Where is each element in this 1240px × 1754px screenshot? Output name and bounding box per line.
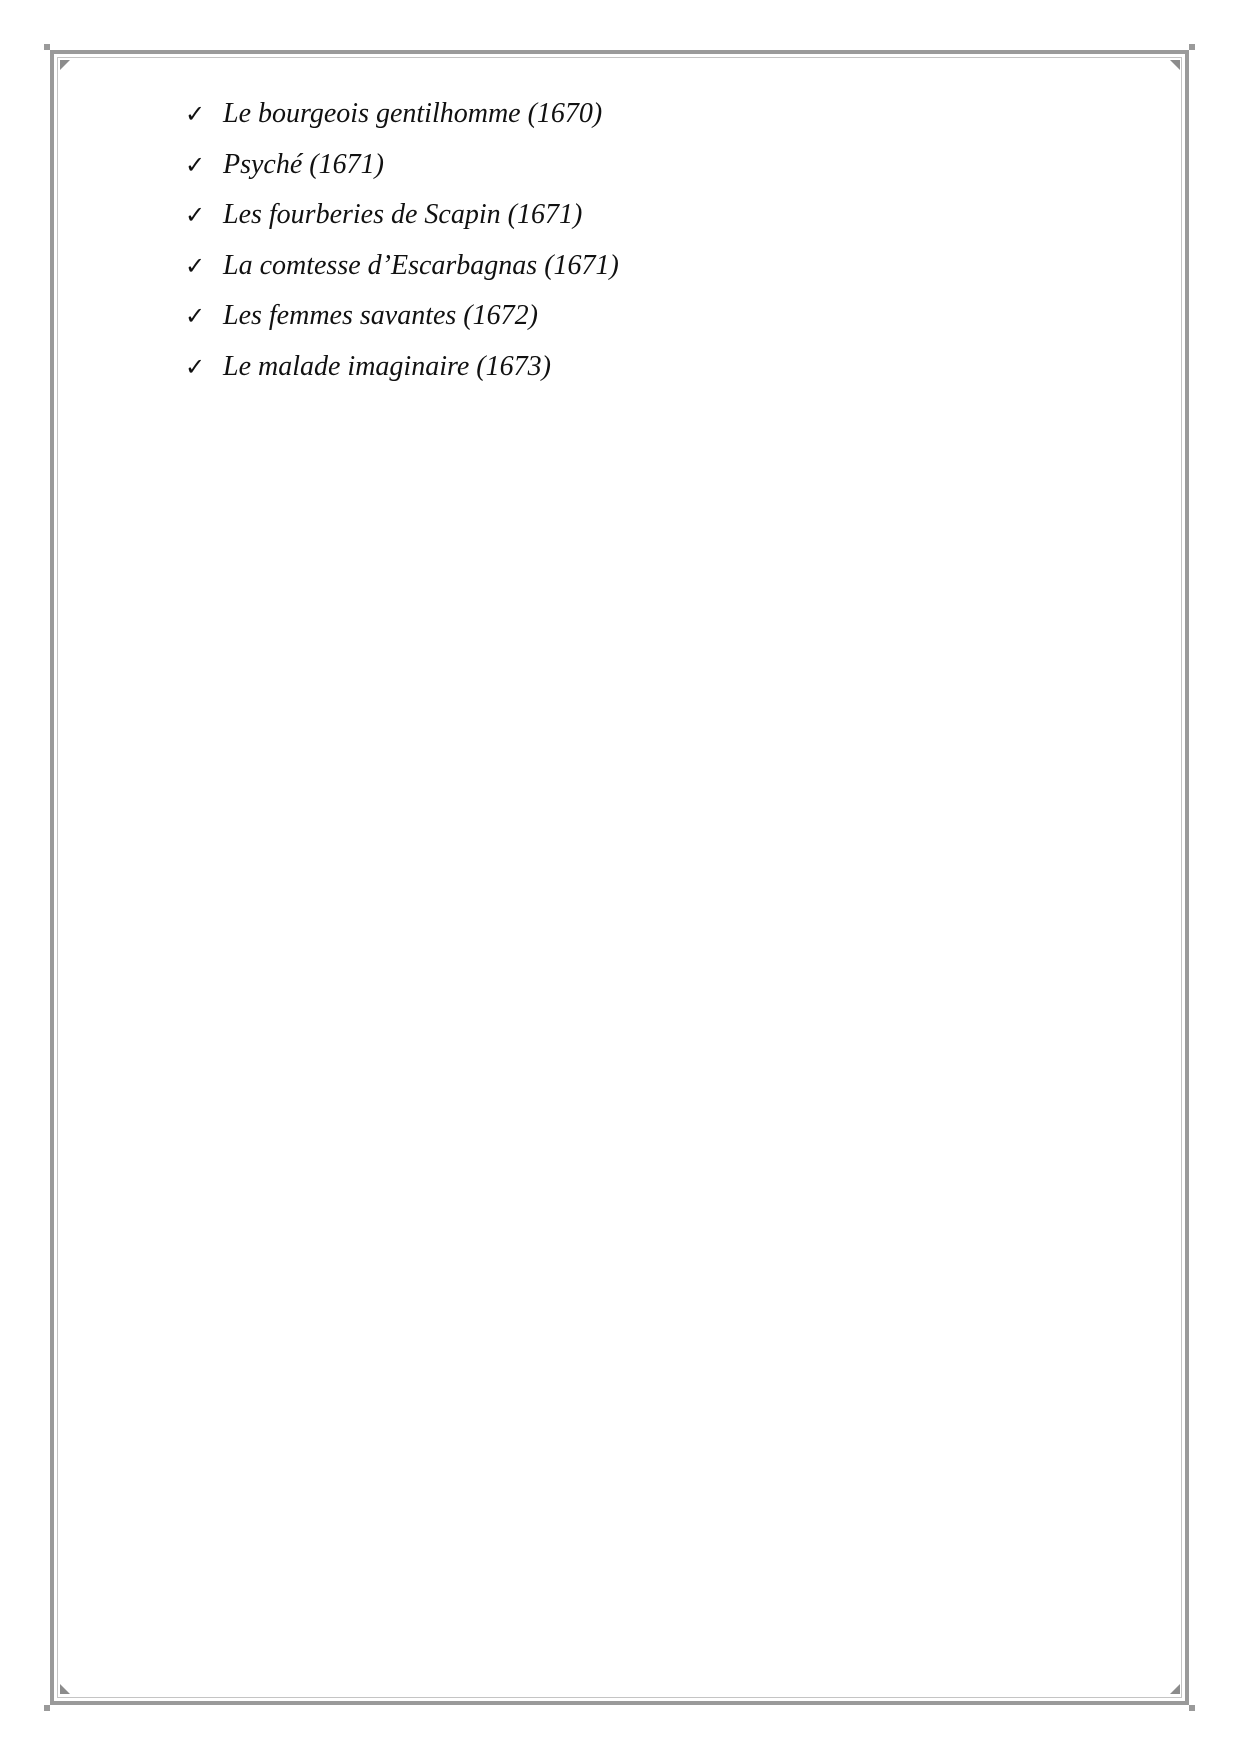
- work-title: Les fourberies de Scapin (1671): [223, 199, 583, 230]
- list-item: [185, 300, 619, 351]
- border-corner-triangle-top-left: [60, 60, 70, 70]
- border-corner-triangle-bottom-right: [1170, 1684, 1180, 1694]
- border-corner-triangle-top-right: [1170, 60, 1180, 70]
- border-corner-ornament-bottom-right: [1189, 1705, 1195, 1711]
- border-corner-ornament-top-left: [44, 44, 50, 50]
- border-corner-ornament-top-right: [1189, 44, 1195, 50]
- list-item: [185, 149, 619, 200]
- work-title: Le malade imaginaire (1673): [223, 350, 551, 382]
- work-title: La comtesse d’Escarbagnas (1671): [223, 249, 619, 281]
- check-icon: ✓: [185, 201, 206, 229]
- check-icon: ✓: [185, 352, 206, 381]
- works-checklist: [185, 98, 619, 401]
- list-item: [185, 250, 619, 301]
- border-corner-triangle-bottom-left: [60, 1684, 70, 1694]
- work-title: Le bourgeois gentilhomme (1670): [223, 98, 603, 129]
- check-icon: ✓: [185, 150, 206, 179]
- border-corner-ornament-bottom-left: [44, 1705, 50, 1711]
- work-title: Les femmes savantes (1672): [223, 300, 538, 331]
- list-item: [185, 199, 619, 250]
- check-icon: ✓: [185, 302, 206, 330]
- work-title: Psyché (1671): [223, 148, 384, 180]
- check-icon: ✓: [185, 251, 206, 280]
- check-icon: ✓: [185, 100, 206, 128]
- list-item: [185, 351, 619, 402]
- list-item: [185, 98, 619, 149]
